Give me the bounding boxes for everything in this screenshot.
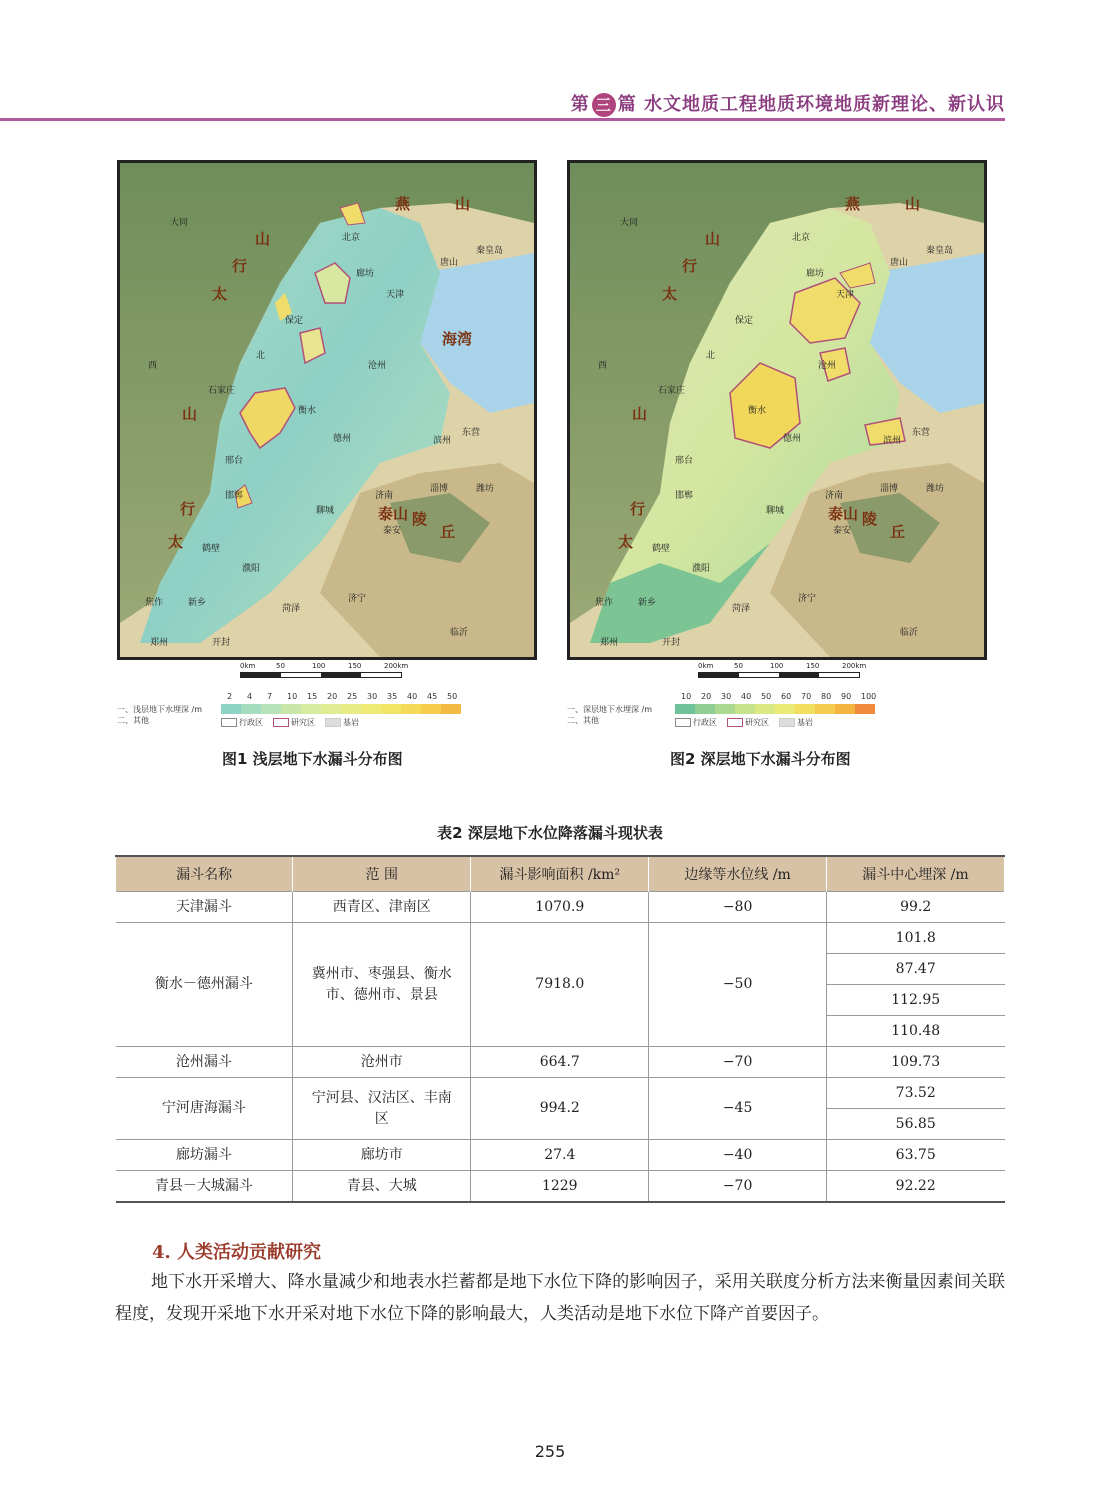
funnel-edge-level-cell: −40 bbox=[649, 1140, 827, 1171]
fig2-legend-value: 20 bbox=[701, 692, 712, 701]
fig2-region-label: 陵 bbox=[862, 510, 878, 528]
fig1-scale-tick: 150 bbox=[348, 662, 362, 670]
fig2-legend-value: 80 bbox=[821, 692, 832, 701]
fig2-legend-value: 70 bbox=[801, 692, 812, 701]
fig1-city-label: 邯郸 bbox=[225, 491, 244, 501]
fig1-scale-tick: 200km bbox=[384, 662, 409, 670]
fig2-other-label: 研究区 bbox=[745, 718, 769, 727]
fig2-other-item bbox=[675, 718, 717, 727]
funnel-table bbox=[115, 855, 1005, 1203]
fig2-legend-value: 50 bbox=[761, 692, 772, 701]
fig1-other-swatch bbox=[221, 718, 237, 727]
fig1-city-label: 郑州 bbox=[150, 638, 169, 648]
fig1-legend-value: 20 bbox=[327, 692, 338, 701]
fig1-city-label: 大同 bbox=[170, 218, 189, 228]
fig1-legend-other: 二、其他 bbox=[117, 716, 149, 725]
fig2-city-label: 濮阳 bbox=[692, 564, 711, 574]
fig1-city-label: 聊城 bbox=[316, 506, 335, 516]
fig2-legend bbox=[567, 690, 987, 730]
funnel-range-cell: 廊坊市 bbox=[293, 1140, 471, 1171]
fig1-region-label: 山 bbox=[455, 195, 471, 213]
fig2-scale-tick: 50 bbox=[734, 662, 743, 670]
fig2-legend-swatch bbox=[675, 704, 695, 714]
fig2-legend-strip bbox=[675, 704, 875, 714]
fig1-city-label: 濮阳 bbox=[242, 564, 261, 574]
funnel-name-cell: 天津漏斗 bbox=[116, 892, 293, 923]
fig2-region-label: 太 bbox=[662, 285, 678, 303]
fig2-legend-value: 40 bbox=[741, 692, 752, 701]
fig1-other-label: 研究区 bbox=[291, 718, 315, 727]
table-row bbox=[116, 1140, 1005, 1171]
fig1-scale-graphic bbox=[240, 672, 402, 678]
fig1-region-label: 泰山 bbox=[378, 505, 409, 523]
funnel-edge-level-cell: −80 bbox=[649, 892, 827, 923]
fig2-legend-swatch bbox=[815, 704, 835, 714]
funnel-range-cell: 青县、大城 bbox=[293, 1171, 471, 1203]
fig1-legend-value: 30 bbox=[367, 692, 378, 701]
fig1-city-label: 淄博 bbox=[430, 484, 449, 494]
fig2-city-label: 菏泽 bbox=[732, 604, 751, 614]
fig1-region-label: 丘 bbox=[440, 523, 456, 541]
funnel-edge-level-cell: −45 bbox=[649, 1078, 827, 1140]
fig2-scale-tick: 150 bbox=[806, 662, 820, 670]
fig2-legend-swatch bbox=[835, 704, 855, 714]
fig2-scale-tick: 200km bbox=[842, 662, 867, 670]
funnel-area-cell: 994.2 bbox=[471, 1078, 649, 1140]
funnel-depth-cell: 110.48 bbox=[826, 1016, 1004, 1047]
section-heading: 4. 人类活动贡献研究 bbox=[152, 1242, 322, 1263]
fig1-city-label: 德州 bbox=[333, 434, 352, 444]
table-row bbox=[116, 923, 1005, 954]
fig1-city-label: 石家庄 bbox=[208, 386, 236, 396]
fig2-city-label: 沧州 bbox=[818, 361, 837, 371]
fig1-legend-value: 2 bbox=[227, 692, 233, 701]
fig2-region-label: 山 bbox=[632, 405, 648, 423]
fig2-legend-value: 90 bbox=[841, 692, 852, 701]
part-suffix: 篇 bbox=[617, 94, 637, 115]
fig1-city-label: 衡水 bbox=[298, 406, 317, 416]
funnel-name-cell: 青县－大城漏斗 bbox=[116, 1171, 293, 1203]
fig2-legend-swatch bbox=[695, 704, 715, 714]
fig1-other-label: 基岩 bbox=[343, 718, 359, 727]
fig2-map-labels bbox=[570, 163, 984, 657]
fig2-other-items bbox=[675, 717, 823, 728]
col-header-range: 范 围 bbox=[293, 856, 471, 892]
fig2-city-label: 北京 bbox=[792, 233, 811, 243]
fig2-city-label: 衡水 bbox=[748, 406, 767, 416]
funnel-depth-cell: 73.52 bbox=[826, 1078, 1004, 1109]
fig1-region-label: 陵 bbox=[412, 510, 428, 528]
fig1-city-label: 廊坊 bbox=[356, 269, 375, 279]
fig2-region-label: 行 bbox=[682, 257, 698, 275]
table-title: 表2 深层地下水位降落漏斗现状表 bbox=[437, 824, 663, 842]
fig2-region-label: 丘 bbox=[890, 523, 906, 541]
funnel-edge-level-cell: −70 bbox=[649, 1047, 827, 1078]
fig2-scale-tick: 0km bbox=[698, 662, 714, 670]
fig2-region-label: 山 bbox=[705, 230, 721, 248]
fig2-legend-value: 60 bbox=[781, 692, 792, 701]
fig2-other-label: 基岩 bbox=[797, 718, 813, 727]
fig1-legend-swatch bbox=[341, 704, 361, 714]
fig2-city-label: 石家庄 bbox=[658, 386, 686, 396]
fig2-legend-swatch bbox=[735, 704, 755, 714]
fig1-legend-value: 4 bbox=[247, 692, 253, 701]
funnel-range-cell: 宁河县、汉沽区、丰南区 bbox=[293, 1078, 471, 1140]
fig1-city-label: 焦作 bbox=[145, 598, 164, 608]
fig1-legend-title: 一、浅层地下水埋深 /m bbox=[117, 705, 203, 714]
running-header bbox=[571, 90, 1005, 117]
fig1-other-item bbox=[325, 718, 359, 727]
fig1-city-label: 济南 bbox=[375, 491, 394, 501]
fig1-legend-swatch bbox=[321, 704, 341, 714]
funnel-range-cell: 沧州市 bbox=[293, 1047, 471, 1078]
fig2-city-label: 德州 bbox=[783, 434, 802, 444]
fig2-legend-swatch bbox=[715, 704, 735, 714]
funnel-depth-cell: 92.22 bbox=[826, 1171, 1004, 1203]
fig2-city-label: 天津 bbox=[836, 290, 855, 300]
fig2-legend-title: 一、深层地下水埋深 /m bbox=[567, 705, 653, 714]
funnel-depth-cell: 56.85 bbox=[826, 1109, 1004, 1140]
funnel-depth-cell: 101.8 bbox=[826, 923, 1004, 954]
fig1-city-label: 济宁 bbox=[348, 594, 367, 604]
col-header-depth: 漏斗中心埋深 /m bbox=[826, 856, 1004, 892]
funnel-area-cell: 1229 bbox=[471, 1171, 649, 1203]
table-body bbox=[116, 892, 1005, 1203]
fig2-city-label: 新乡 bbox=[638, 598, 657, 608]
fig2-city-label: 聊城 bbox=[766, 506, 785, 516]
fig2-city-label: 滨州 bbox=[883, 436, 902, 446]
fig1-legend-swatch bbox=[281, 704, 301, 714]
fig1-region-label: 海湾 bbox=[442, 330, 473, 348]
fig2-region-label: 太 bbox=[618, 533, 634, 551]
fig2-city-label: 保定 bbox=[735, 316, 754, 326]
funnel-range-cell: 西青区、津南区 bbox=[293, 892, 471, 923]
fig1-other-label: 行政区 bbox=[239, 718, 263, 727]
fig1-city-label: 鹤壁 bbox=[202, 544, 221, 554]
fig2-scale-bar bbox=[698, 662, 868, 686]
funnel-depth-cell: 63.75 bbox=[826, 1140, 1004, 1171]
fig2-other-swatch bbox=[675, 718, 691, 727]
fig1-city-label: 滨州 bbox=[433, 436, 452, 446]
funnel-area-cell: 1070.9 bbox=[471, 892, 649, 923]
fig2-city-label: 北 bbox=[706, 351, 716, 361]
funnel-depth-cell: 109.73 bbox=[826, 1047, 1004, 1078]
funnel-depth-cell: 99.2 bbox=[826, 892, 1004, 923]
fig1-city-label: 北京 bbox=[342, 233, 361, 243]
fig1-legend-swatch bbox=[381, 704, 401, 714]
fig1-city-label: 秦皇岛 bbox=[476, 246, 504, 256]
page-header bbox=[0, 82, 1100, 122]
fig1-city-label: 泰安 bbox=[383, 526, 402, 536]
fig1-legend-value: 45 bbox=[427, 692, 438, 701]
fig1-legend-strip bbox=[221, 704, 461, 714]
fig1-legend bbox=[117, 690, 537, 730]
fig2-legend-other: 二、其他 bbox=[567, 716, 599, 725]
fig2-caption: 图2 深层地下水漏斗分布图 bbox=[670, 750, 851, 768]
col-header-name: 漏斗名称 bbox=[116, 856, 293, 892]
fig1-other-items bbox=[221, 717, 369, 728]
fig2-city-label: 焦作 bbox=[595, 598, 614, 608]
fig2-city-label: 临沂 bbox=[900, 628, 919, 638]
page-number: 255 bbox=[534, 1442, 566, 1461]
fig2-city-label: 鹤壁 bbox=[652, 544, 671, 554]
fig2-city-label: 邢台 bbox=[675, 456, 694, 466]
funnel-depth-cell: 112.95 bbox=[826, 985, 1004, 1016]
fig2-region-label: 燕 bbox=[845, 195, 861, 213]
fig2-city-label: 郑州 bbox=[600, 638, 619, 648]
fig2-city-label: 开封 bbox=[662, 638, 681, 648]
header-rule bbox=[0, 118, 1005, 121]
funnel-name-cell: 衡水－德州漏斗 bbox=[116, 923, 293, 1047]
fig2-city-label: 泰安 bbox=[833, 526, 852, 536]
fig1-city-label: 临沂 bbox=[450, 628, 469, 638]
funnel-depth-cell: 87.47 bbox=[826, 954, 1004, 985]
fig1-legend-swatch bbox=[261, 704, 281, 714]
fig2-city-label: 东营 bbox=[912, 428, 931, 438]
fig1-map-labels bbox=[120, 163, 534, 657]
fig1-legend-swatch bbox=[421, 704, 441, 714]
fig1-region-label: 行 bbox=[180, 500, 196, 518]
fig2-city-label: 潍坊 bbox=[926, 484, 945, 494]
fig1-legend-swatch bbox=[241, 704, 261, 714]
section-paragraph: 地下水开采增大、降水量减少和地表水拦蓄都是地下水位下降的影响因子，采用关联度分析方法来衡量因素间关联程度，发现开采地下水开采对地下水位下降的影响最大，人类活动是地下水位下降产首要因子。 bbox=[115, 1272, 1005, 1324]
funnel-area-cell: 7918.0 bbox=[471, 923, 649, 1047]
fig2-legend-value: 30 bbox=[721, 692, 732, 701]
fig2-scale-tick: 100 bbox=[770, 662, 784, 670]
fig1-legend-swatch bbox=[441, 704, 461, 714]
fig1-city-label: 菏泽 bbox=[282, 604, 301, 614]
fig2-legend-swatch bbox=[775, 704, 795, 714]
fig1-city-label: 潍坊 bbox=[476, 484, 495, 494]
fig2-city-label: 唐山 bbox=[890, 258, 909, 268]
col-header-area: 漏斗影响面积 /km² bbox=[471, 856, 649, 892]
fig2-city-label: 济宁 bbox=[798, 594, 817, 604]
fig2-other-label: 行政区 bbox=[693, 718, 717, 727]
col-header-edge: 边缘等水位线 /m bbox=[649, 856, 827, 892]
fig1-legend-swatch bbox=[361, 704, 381, 714]
fig1-scale-tick: 100 bbox=[312, 662, 326, 670]
fig1-city-label: 东营 bbox=[462, 428, 481, 438]
funnel-area-cell: 27.4 bbox=[471, 1140, 649, 1171]
fig2-city-label: 秦皇岛 bbox=[926, 246, 954, 256]
fig2-city-label: 邯郸 bbox=[675, 491, 694, 501]
fig2-legend-swatch bbox=[755, 704, 775, 714]
part-title: 水文地质工程地质环境地质新理论、新认识 bbox=[644, 94, 1005, 115]
fig1-city-label: 保定 bbox=[285, 316, 304, 326]
fig1-region-label: 行 bbox=[232, 257, 248, 275]
table-row bbox=[116, 1047, 1005, 1078]
fig2-other-item bbox=[779, 718, 813, 727]
fig1-caption: 图1 浅层地下水漏斗分布图 bbox=[222, 750, 403, 768]
fig2-city-label: 济南 bbox=[825, 491, 844, 501]
fig1-city-label: 天津 bbox=[386, 290, 405, 300]
funnel-name-cell: 廊坊漏斗 bbox=[116, 1140, 293, 1171]
fig1-other-item bbox=[273, 718, 315, 727]
fig1-legend-swatch bbox=[401, 704, 421, 714]
fig2-region-label: 泰山 bbox=[828, 505, 859, 523]
fig1-legend-value: 35 bbox=[387, 692, 398, 701]
fig2-scale-graphic bbox=[698, 672, 860, 678]
fig2-city-label: 大同 bbox=[620, 218, 639, 228]
fig1-city-label: 北 bbox=[256, 351, 266, 361]
funnel-edge-level-cell: −50 bbox=[649, 923, 827, 1047]
table-header-row bbox=[116, 856, 1005, 892]
fig1-other-item bbox=[221, 718, 263, 727]
fig2-legend-value: 10 bbox=[681, 692, 692, 701]
table-row bbox=[116, 892, 1005, 923]
fig2-legend-swatch bbox=[795, 704, 815, 714]
funnel-name-cell: 沧州漏斗 bbox=[116, 1047, 293, 1078]
fig2-city-label: 淄博 bbox=[880, 484, 899, 494]
fig1-legend-value: 7 bbox=[267, 692, 273, 701]
fig1-scale-tick: 50 bbox=[276, 662, 285, 670]
funnel-range-cell: 冀州市、枣强县、衡水市、德州市、景县 bbox=[293, 923, 471, 1047]
fig1-region-label: 太 bbox=[168, 533, 184, 551]
part-prefix: 第 bbox=[570, 94, 590, 115]
fig1-region-label: 燕 bbox=[395, 195, 411, 213]
fig2-legend-value: 100 bbox=[861, 692, 877, 701]
fig1-legend-value: 40 bbox=[407, 692, 418, 701]
fig2-other-swatch bbox=[779, 718, 795, 727]
fig1-legend-value: 10 bbox=[287, 692, 298, 701]
funnel-name-cell: 宁河唐海漏斗 bbox=[116, 1078, 293, 1140]
fig1-scale-tick: 0km bbox=[240, 662, 256, 670]
funnel-area-cell: 664.7 bbox=[471, 1047, 649, 1078]
fig1-city-label: 沧州 bbox=[368, 361, 387, 371]
fig2-city-label: 廊坊 bbox=[806, 269, 825, 279]
funnel-edge-level-cell: −70 bbox=[649, 1171, 827, 1203]
fig1-legend-swatch bbox=[221, 704, 241, 714]
part-number-badge: 三 bbox=[592, 93, 616, 117]
fig1-city-label: 西 bbox=[148, 361, 158, 371]
fig2-other-item bbox=[727, 718, 769, 727]
fig1-legend-value: 15 bbox=[307, 692, 318, 701]
fig1-region-label: 山 bbox=[255, 230, 271, 248]
fig1-city-label: 邢台 bbox=[225, 456, 244, 466]
fig2-region-label: 行 bbox=[630, 500, 646, 518]
fig1-legend-swatch bbox=[301, 704, 321, 714]
fig1-region-label: 山 bbox=[182, 405, 198, 423]
fig1-city-label: 唐山 bbox=[440, 258, 459, 268]
fig1-other-swatch bbox=[325, 718, 341, 727]
fig1-legend-value: 50 bbox=[447, 692, 458, 701]
fig1-city-label: 新乡 bbox=[188, 598, 207, 608]
fig2-other-swatch bbox=[727, 718, 743, 727]
fig2-legend-swatch bbox=[855, 704, 875, 714]
fig1-region-label: 太 bbox=[212, 285, 228, 303]
fig1-scale-bar bbox=[240, 662, 410, 686]
table-row bbox=[116, 1078, 1005, 1109]
fig2-city-label: 西 bbox=[598, 361, 608, 371]
fig1-legend-value: 25 bbox=[347, 692, 358, 701]
fig1-city-label: 开封 bbox=[212, 638, 231, 648]
fig1-other-swatch bbox=[273, 718, 289, 727]
fig2-region-label: 山 bbox=[905, 195, 921, 213]
table-row bbox=[116, 1171, 1005, 1203]
